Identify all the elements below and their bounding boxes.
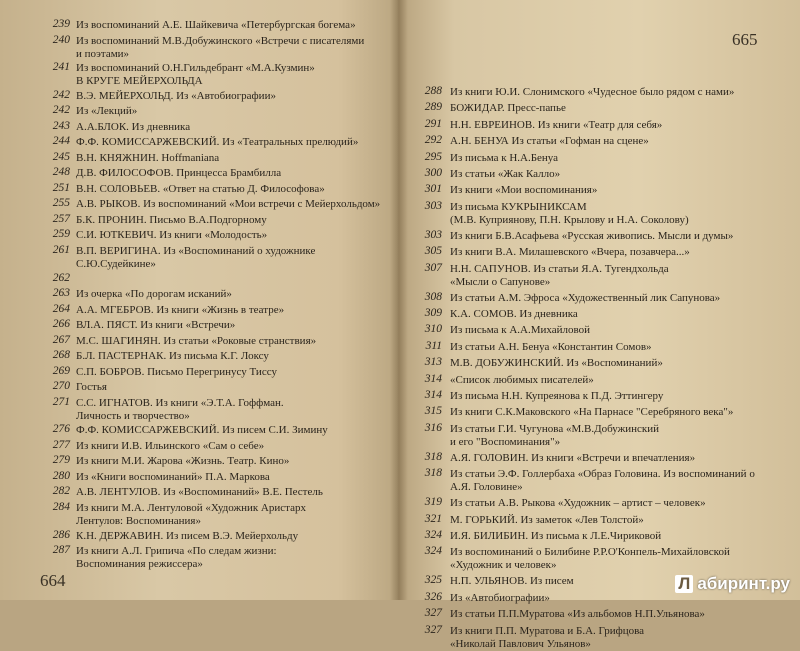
toc-page-number: 269 — [52, 364, 70, 377]
toc-entry — [450, 575, 574, 588]
toc-entry — [76, 530, 298, 543]
toc-entry-line: Личность и творчество» — [76, 409, 190, 422]
toc-entry-line: Из «Книги воспоминаний» П.А. Маркова — [76, 470, 270, 483]
toc-entry-line: Из книги В.А. Милашевского «Вчера, позавчера...» — [450, 246, 690, 259]
left-folio: 664 — [40, 571, 66, 590]
toc-page-number: 279 — [52, 454, 70, 467]
toc-entry-line: А.Я. ГОЛОВИН. Из книги «Встречи и впечатления» — [450, 451, 696, 464]
toc-entry-line: М. ГОРЬКИЙ. Из заметок «Лев Толстой» — [450, 513, 644, 526]
toc-entry — [450, 592, 550, 605]
toc-page-number: 251 — [52, 181, 70, 194]
toc-page-number: 277 — [52, 438, 70, 451]
toc-entry-line: Из книги С.К.Маковского «На Парнасе "Серебряного века"» — [450, 406, 734, 419]
toc-entry-line: БОЖИДАР. Пресс-папье — [450, 102, 566, 115]
toc-entry-line: В.Э. МЕЙЕРХОЛЬД. Из «Автобиографии» — [76, 89, 276, 102]
toc-page-number: 311 — [425, 339, 442, 352]
toc-page-number: 307 — [424, 261, 442, 274]
toc-page-number: 261 — [52, 243, 70, 256]
toc-page-number: 244 — [52, 135, 70, 148]
toc-entry-line: «Художник и человек» — [450, 559, 557, 572]
toc-entry-line: И.Я. БИЛИБИН. Из письма к Л.Е.Чириковой — [450, 530, 662, 542]
toc-entry-line: Из книги А.Л. Грипича «По следам жизни: — [76, 545, 277, 557]
toc-entry — [450, 168, 560, 181]
toc-entry — [450, 246, 690, 259]
toc-entry-line: Из письма Н.Н. Купреянова к П.Д. Эттингеру — [450, 390, 664, 402]
toc-entry — [450, 152, 558, 165]
toc-entry-line: Из очерка «По дорогам исканий» — [76, 288, 232, 301]
toc-entry-line: Воспоминания режиссера» — [76, 558, 203, 570]
toc-page-number: 240 — [52, 33, 70, 46]
toc-entry — [76, 90, 276, 103]
toc-entry — [76, 304, 284, 317]
toc-entry — [450, 86, 734, 99]
toc-entry — [450, 308, 578, 321]
toc-entry-line: Д.В. ФИЛОСОФОВ. Принцесса Брамбилла — [76, 167, 282, 180]
toc-entry — [76, 105, 137, 118]
toc-entry-line: А.А. МГЕБРОВ. Из книги «Жизнь в театре» — [76, 303, 285, 316]
toc-page-number: 308 — [424, 290, 442, 303]
toc-entry — [450, 468, 755, 494]
toc-entry — [76, 136, 358, 149]
toc-entry — [76, 397, 284, 423]
toc-entry — [76, 545, 277, 571]
toc-entry-line: Из воспоминаний М.В.Добужинского «Встречи с писателями — [76, 34, 365, 47]
toc-page-number: 321 — [424, 512, 442, 525]
toc-page-number: 327 — [424, 607, 442, 620]
toc-entry — [76, 455, 289, 468]
toc-entry-line: Из письма к Н.А.Бенуа — [450, 151, 559, 164]
toc-page-number: 303 — [424, 199, 442, 212]
right-page — [398, 0, 800, 650]
toc-entry — [76, 183, 325, 196]
toc-page-number: 242 — [52, 88, 70, 101]
toc-entry-line: К.Н. ДЕРЖАВИН. Из писем В.Э. Мейерхольду — [76, 529, 299, 542]
toc-entry — [76, 62, 315, 88]
toc-entry — [450, 230, 733, 243]
toc-page-number: 292 — [424, 134, 442, 147]
toc-entry — [450, 102, 566, 115]
toc-entry-line: С.Ю.Судейкине» — [76, 257, 156, 270]
toc-page-number: 271 — [52, 395, 70, 408]
toc-page-number: 286 — [52, 528, 70, 541]
toc-entry — [450, 608, 705, 621]
toc-page-number: 318 — [424, 467, 442, 480]
toc-page-number: 259 — [52, 228, 70, 241]
toc-entry — [450, 625, 644, 651]
toc-entry-line: Из книги М.И. Жарова «Жизнь. Театр. Кино» — [76, 455, 290, 468]
toc-entry-line: Из книги Ю.И. Слонимского «Чудесное было рядом с нами» — [450, 86, 735, 98]
toc-entry-line: Ф.Ф. КОМИССАРЖЕВСКИЙ. Из «Театральных прелюдий» — [76, 136, 359, 149]
toc-entry-line: С.П. БОБРОВ. Письмо Перегринусу Тиссу — [76, 365, 277, 378]
toc-entry — [76, 350, 269, 363]
watermark-text: абиринт.ру — [697, 574, 790, 593]
toc-entry-line: Н.П. УЛЬЯНОВ. Из писем — [450, 575, 574, 588]
toc-page-number: 324 — [424, 529, 442, 541]
toc-entry — [76, 440, 264, 453]
toc-page-number: 327 — [424, 623, 442, 636]
toc-entry-line: А.В. ЛЕНТУЛОВ. Из «Воспоминаний» В.Е. Пестель — [76, 486, 323, 499]
toc-entry — [76, 424, 328, 437]
toc-entry — [450, 546, 730, 572]
toc-entry — [76, 229, 267, 242]
toc-entry-line: Из статьи А.М. Эфроса «Художественный лик Сапунова» — [450, 291, 721, 304]
toc-entry — [76, 214, 267, 227]
toc-entry — [450, 357, 663, 370]
toc-entry — [76, 288, 232, 301]
toc-page-number: 267 — [52, 333, 70, 346]
toc-page-number: 248 — [52, 166, 70, 179]
toc-page-number: 245 — [52, 150, 70, 163]
watermark-logo-icon: Л — [675, 575, 693, 593]
toc-entry — [76, 471, 270, 484]
toc-page-number: 262 — [52, 271, 70, 284]
toc-entry-line: Из книги М.А. Лентуловой «Художник Аристарх — [76, 501, 306, 514]
toc-entry — [76, 335, 316, 348]
toc-entry — [76, 198, 380, 211]
toc-entry-line: С.И. ЮТКЕВИЧ. Из книги «Молодость» — [76, 229, 268, 242]
toc-entry-line: Из статьи Г.И. Чугунова «М.В.Добужинский — [450, 422, 659, 435]
toc-entry — [76, 502, 306, 528]
toc-page-number: 325 — [424, 574, 442, 587]
toc-page-number: 242 — [52, 104, 70, 117]
toc-entry — [76, 381, 107, 394]
toc-entry — [450, 292, 720, 305]
toc-entry — [450, 263, 669, 289]
toc-page-number: 287 — [52, 544, 70, 556]
toc-entry-line: Из статьи А.Н. Бенуа «Константин Сомов» — [450, 340, 652, 353]
toc-page-number: 305 — [424, 245, 442, 258]
toc-entry-line: М.С. ШАГИНЯН. Из статьи «Роковые странствия» — [76, 334, 317, 347]
toc-entry-line: и его "Воспоминания"» — [450, 435, 561, 448]
toc-entry — [450, 423, 659, 449]
toc-entry — [76, 486, 323, 499]
toc-entry-line: С.С. ИГНАТОВ. Из книги «Э.Т.А. Гоффман. — [76, 396, 284, 409]
toc-entry-line: Из «Лекций» — [76, 105, 138, 118]
toc-entry — [450, 390, 663, 403]
toc-entry-line: «Мысли о Сапунове» — [450, 275, 551, 288]
toc-page-number: 319 — [424, 496, 442, 509]
toc-entry — [450, 452, 695, 465]
book-gutter — [390, 0, 408, 600]
toc-entry-line: Из статьи «Жак Калло» — [450, 168, 561, 180]
toc-entry-line: Ф.Ф. КОМИССАРЖЕВСКИЙ. Из писем С.И. Зимину — [76, 424, 328, 437]
toc-page-number: 316 — [424, 421, 442, 434]
toc-entry-line: Гостья — [76, 381, 107, 394]
left-page — [0, 0, 398, 600]
toc-page-number: 318 — [424, 450, 442, 463]
toc-page-number: 324 — [424, 545, 442, 558]
toc-entry-line: Б.К. ПРОНИН. Письмо В.А.Подгорному — [76, 213, 267, 226]
toc-entry-line: Из книги П.П. Муратова и Б.А. Грифцова — [450, 624, 645, 637]
toc-entry-line: А.А.БЛОК. Из дневника — [76, 120, 191, 133]
toc-entry-line: Из «Автобиографии» — [450, 591, 550, 604]
toc-entry-line: Из статьи П.П.Муратова «Из альбомов Н.П.Ульянова» — [450, 608, 705, 621]
watermark — [675, 574, 790, 594]
toc-page-number: 310 — [424, 323, 442, 336]
toc-entry — [76, 366, 277, 379]
toc-entry-line: Из книги И.В. Ильинского «Сам о себе» — [76, 439, 265, 452]
right-folio: 665 — [732, 30, 758, 49]
toc-page-number: 313 — [424, 356, 442, 369]
toc-entry — [450, 406, 733, 419]
toc-page-number: 243 — [52, 119, 70, 132]
toc-page-number: 295 — [424, 150, 442, 163]
toc-entry-line: Из книги Б.В.Асафьева «Русская живопись. Мысли и думы» — [450, 229, 734, 242]
toc-entry-line: К.А. СОМОВ. Из дневника — [450, 308, 578, 320]
toc-entry-line: Б.Л. ПАСТЕРНАК. Из письма К.Г. Локсу — [76, 350, 269, 363]
toc-page-number: 289 — [424, 101, 442, 114]
toc-entry-line: А.Я. Головине» — [450, 481, 523, 494]
toc-page-number: 270 — [52, 380, 70, 393]
toc-entry — [450, 514, 644, 527]
toc-entry-line: Из книги «Мои воспоминания» — [450, 184, 598, 197]
toc-page-number: 268 — [52, 349, 70, 362]
toc-page-number: 309 — [424, 307, 442, 319]
toc-page-number: 314 — [424, 372, 442, 385]
toc-page-number: 257 — [52, 212, 70, 225]
toc-entry-line: Из воспоминаний О.Н.Гильдебрант «М.А.Кузмин» — [76, 62, 315, 75]
toc-entry-line: Из воспоминаний А.Е. Шайкевича «Петербургская богема» — [76, 19, 356, 31]
toc-entry — [76, 319, 235, 332]
toc-page-number: 301 — [424, 183, 442, 196]
toc-entry-line: М.В. ДОБУЖИНСКИЙ. Из «Воспоминаний» — [450, 357, 663, 370]
toc-entry-line: Из письма КУКРЫНИКСАМ — [450, 200, 587, 213]
toc-entry-line: Лентулов: Воспоминания» — [76, 514, 201, 527]
toc-page-number: 263 — [52, 287, 70, 300]
toc-entry — [450, 497, 706, 510]
toc-page-number: 266 — [52, 318, 70, 331]
toc-entry-line: Из воспоминаний о Билибине Р.Р.О'Конпель-Михайловской — [450, 546, 730, 559]
toc-page-number: 314 — [424, 389, 442, 401]
toc-entry — [450, 530, 661, 543]
toc-entry-line: и поэтами» — [76, 47, 130, 60]
toc-entry-line: В КРУГЕ МЕЙЕРХОЛЬДА — [76, 75, 203, 88]
toc-entry-line: «Список любимых писателей» — [450, 373, 594, 386]
toc-page-number: 303 — [424, 228, 442, 241]
toc-entry-line: Из письма к А.А.Михайловой — [450, 324, 590, 337]
toc-page-number: 255 — [52, 197, 70, 210]
toc-entry — [76, 121, 190, 134]
toc-entry-line: (М.В. Куприянову, П.Н. Крылову и Н.А. Соколову) — [450, 213, 689, 226]
toc-entry-line: В.П. ВЕРИГИНА. Из «Воспоминаний о художнике — [76, 244, 316, 257]
toc-entry-line: «Николай Павлович Ульянов» — [450, 637, 591, 650]
toc-entry-line: Из статьи Э.Ф. Голлербаха «Образ Головина. Из воспоминаний о — [450, 468, 755, 481]
toc-entry — [76, 245, 315, 271]
toc-page-number: 288 — [424, 85, 442, 97]
toc-entry-line: Н.Н. ЕВРЕИНОВ. Из книги «Театр для себя» — [450, 118, 663, 131]
toc-entry — [450, 324, 590, 337]
toc-entry-line: Н.Н. САПУНОВ. Из статьи Я.А. Тугендхольда — [450, 262, 669, 275]
toc-entry-line: В.Н. КНЯЖНИН. Hoffmaniana — [76, 151, 220, 164]
toc-page-number: 239 — [52, 18, 70, 30]
toc-entry-line: ВЛ.А. ПЯСТ. Из книги «Встречи» — [76, 319, 236, 332]
toc-entry — [450, 135, 649, 148]
toc-page-number: 241 — [52, 61, 70, 74]
toc-page-number: 284 — [52, 500, 70, 513]
toc-page-number: 280 — [52, 469, 70, 482]
toc-page-number: 291 — [424, 117, 442, 130]
toc-entry-line: В.Н. СОЛОВЬЕВ. «Ответ на статью Д. Философова» — [76, 182, 325, 195]
toc-page-number: 282 — [52, 485, 70, 498]
toc-entry — [76, 167, 281, 180]
toc-page-number: 264 — [52, 302, 70, 315]
toc-entry-line: А.В. РЫКОВ. Из воспоминаний «Мои встречи с Мейерхольдом» — [76, 198, 381, 211]
toc-entry — [76, 19, 356, 32]
toc-page-number: 315 — [424, 405, 442, 418]
toc-entry — [450, 119, 662, 132]
toc-entry — [76, 35, 364, 61]
toc-entry-line: Из статьи А.В. Рыкова «Художник – артист – человек» — [450, 497, 706, 510]
toc-page-number: 300 — [424, 167, 442, 179]
toc-entry-line: А.Н. БЕНУА Из статьи «Гофман на сцене» — [450, 135, 649, 148]
toc-entry — [450, 374, 594, 387]
toc-page-number: 276 — [52, 423, 70, 436]
toc-entry — [450, 201, 689, 227]
toc-entry — [450, 341, 652, 354]
toc-page-number: 326 — [424, 590, 442, 603]
toc-entry — [450, 184, 597, 197]
toc-entry — [76, 152, 219, 165]
